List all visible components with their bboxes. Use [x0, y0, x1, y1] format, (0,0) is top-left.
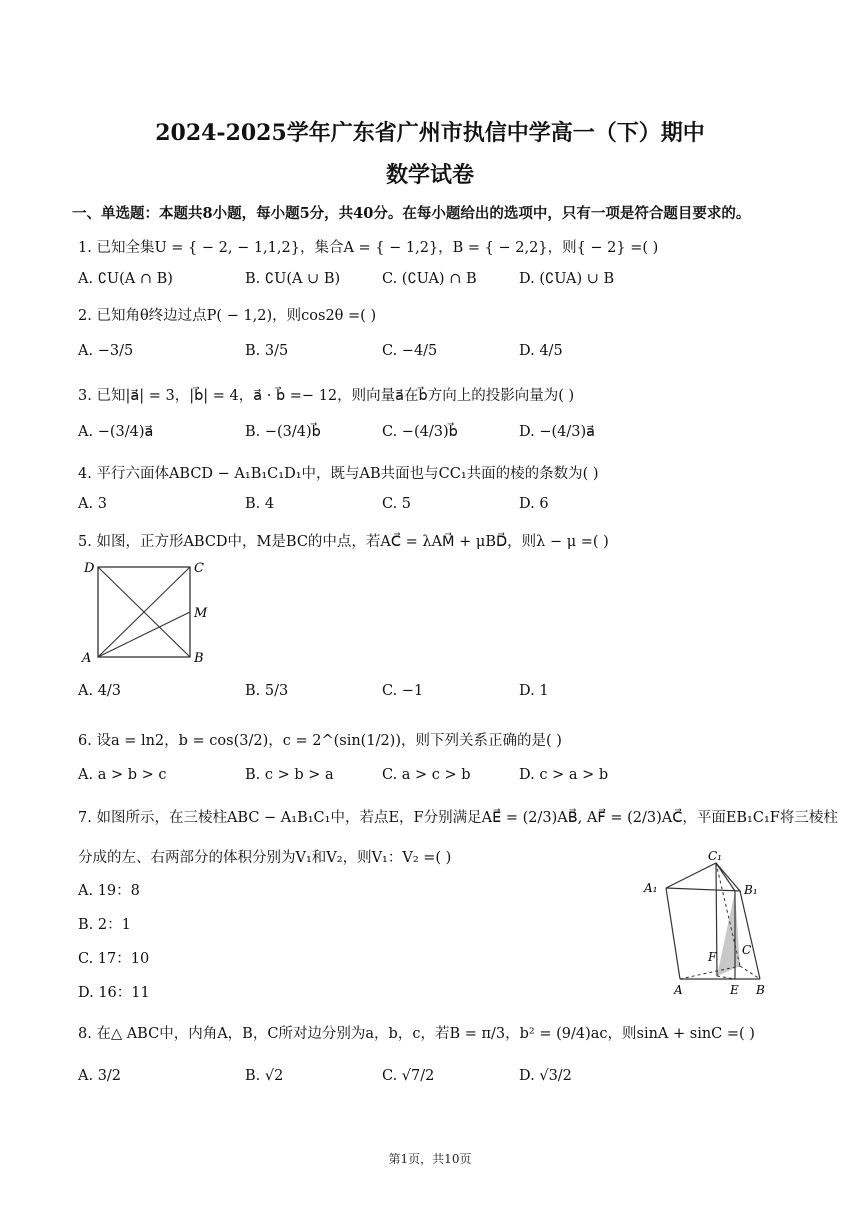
title-line-1: 2024-2025学年广东省广州市执信中学高一（下）期中: [155, 120, 705, 146]
q1-option-d: D. (∁UA) ∪ B: [519, 271, 615, 287]
label-c1: C₁: [708, 849, 722, 863]
section-heading: 一、单选题：本题共8小题，每小题5分，共40分。在每小题给出的选项中，只有一项是符合题目要求的。: [72, 205, 751, 222]
q2-option-b: B. 3/5: [245, 343, 289, 359]
q7-option-c: C. 17：10: [78, 951, 150, 967]
q3-option-c: C. −(4/3)b⃗: [382, 424, 458, 440]
section-shading: [717, 891, 740, 976]
q8-option-a: A. 3/2: [78, 1068, 122, 1084]
q2-option-a: A. −3/5: [78, 343, 134, 359]
q5-option-c: C. −1: [382, 683, 424, 699]
q7-option-a: A. 19：8: [78, 883, 140, 899]
label-b1: B₁: [744, 883, 758, 897]
q2-option-d: D. 4/5: [519, 343, 563, 359]
q6-option-b: B. c > b > a: [245, 767, 334, 783]
page-footer: 第1页，共10页: [388, 1152, 472, 1166]
label-c: C: [742, 943, 752, 957]
label-b: B: [756, 983, 765, 997]
label-b: B: [194, 651, 204, 666]
label-d: D: [84, 561, 95, 576]
q7-option-b: B. 2：1: [78, 917, 131, 933]
q8-option-c: C. √7/2: [382, 1068, 435, 1084]
q4-option-c: C. 5: [382, 496, 412, 512]
label-e: E: [730, 983, 739, 997]
q1-option-b: B. ∁U(A ∪ B): [245, 271, 341, 287]
q5-option-b: B. 5/3: [245, 683, 289, 699]
q3-option-d: D. −(4/3)a⃗: [519, 424, 596, 440]
q5-option-d: D. 1: [519, 683, 549, 699]
question-7-stem: 7. 如图所示，在三棱柱ABC − A₁B₁C₁中，若点E，F分别满足AE⃗ = (2/3)AB⃗, AF⃗ = (2/3)AC⃗，平面EB₁C₁F将三棱柱: [78, 810, 838, 826]
question-5-stem: 5. 如图，正方形ABCD中，M是BC的中点，若AC⃗ = λAM⃗ + μBD⃗，则λ − μ =( ): [78, 534, 609, 550]
question-2-stem: 2. 已知角θ终边过点P( − 1,2)，则cos2θ =( ): [78, 308, 377, 324]
q2-option-c: C. −4/5: [382, 343, 438, 359]
title-line-2: 数学试卷: [385, 162, 474, 188]
label-f: F: [708, 950, 717, 964]
q4-option-d: D. 6: [519, 496, 549, 512]
q7-option-d: D. 16：11: [78, 985, 150, 1001]
q4-option-a: A. 3: [78, 496, 107, 512]
label-a: A: [82, 651, 92, 666]
label-a: A: [674, 983, 683, 997]
segment-am: [98, 612, 190, 657]
question-3-stem: 3. 已知|a⃗| = 3，|b⃗| = 4，a⃗ · b⃗ =− 12，则向量a⃗在b⃗方向上的投影向量为( ): [78, 388, 575, 404]
q5-option-a: A. 4/3: [78, 683, 122, 699]
question-8-stem: 8. 在△ ABC中，内角A，B，C所对边分别为a，b，c，若B = π/3，b² = (9/4)ac，则sinA + sinC =( ): [78, 1026, 755, 1042]
q8-option-b: B. √2: [245, 1068, 284, 1084]
label-a1: A₁: [644, 881, 658, 895]
q6-option-d: D. c > a > b: [519, 767, 609, 783]
q8-option-d: D. √3/2: [519, 1068, 572, 1084]
q6-option-a: A. a > b > c: [78, 767, 167, 783]
q1-option-a: A. ∁U(A ∩ B): [78, 271, 173, 287]
q1-option-c: C. (∁UA) ∩ B: [382, 271, 477, 287]
q4-option-b: B. 4: [245, 496, 275, 512]
question-4-stem: 4. 平行六面体ABCD − A₁B₁C₁D₁中，既与AB共面也与CC₁共面的棱的条数为( ): [78, 466, 599, 482]
q6-option-c: C. a > c > b: [382, 767, 471, 783]
edge-aa1: [666, 888, 680, 979]
square-figure: [78, 560, 218, 670]
question-6-stem: 6. 设a = ln2，b = cos(3/2)，c = 2^(sin(1/2))，则下列关系正确的是( ): [78, 733, 562, 749]
top-face: [666, 863, 740, 891]
question-1-stem: 1. 已知全集U = { − 2, − 1,1,2}，集合A = { − 1,2}，B = { − 2,2}，则{ − 2} =( ): [78, 240, 659, 256]
q3-option-a: A. −(3/4)a⃗: [78, 424, 154, 440]
question-7-stem-line2: 分成的左、右两部分的体积分别为V₁和V₂，则V₁：V₂ =( ): [78, 850, 452, 866]
label-c: C: [194, 561, 204, 576]
edge-bb1: [740, 891, 760, 979]
label-m: M: [194, 606, 208, 621]
prism-figure: [636, 842, 776, 1002]
q3-option-b: B. −(3/4)b⃗: [245, 424, 321, 440]
